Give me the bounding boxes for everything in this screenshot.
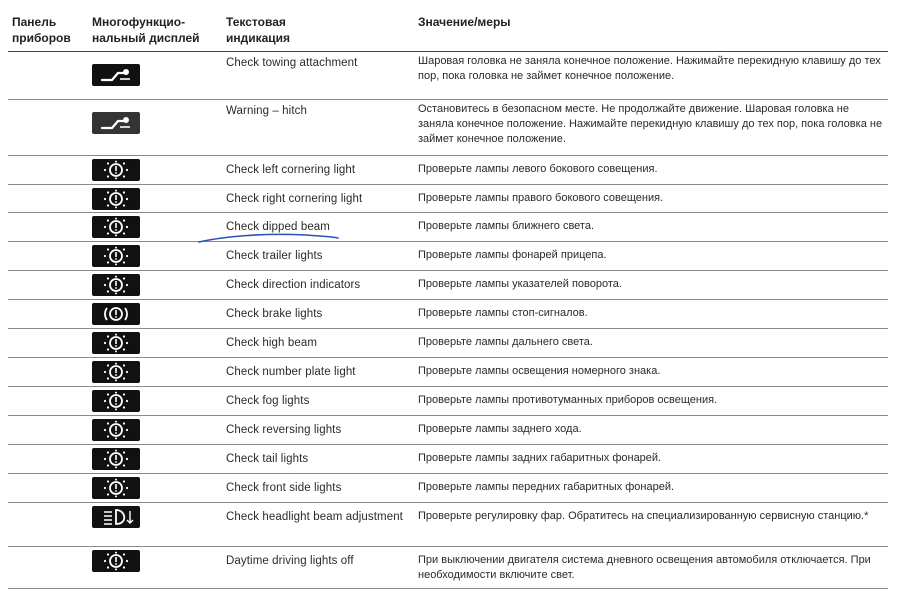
description-text: Проверьте лампы дальнего света. bbox=[418, 336, 593, 348]
bulb-warning-icon bbox=[92, 390, 140, 412]
description-text: Проверьте лампы задних габаритных фонарей. bbox=[418, 452, 662, 464]
bulb-warning-icon bbox=[92, 448, 140, 470]
table-row bbox=[0, 100, 913, 156]
table-row bbox=[0, 271, 913, 300]
description-text: Проверьте лампы заднего хода. bbox=[418, 423, 582, 435]
message-text: Check brake lights bbox=[226, 308, 323, 320]
table-row bbox=[0, 213, 913, 242]
description-text: Проверьте лампы указателей поворота. bbox=[418, 278, 622, 290]
bulb-warning-icon bbox=[92, 419, 140, 441]
message-text: Check front side lights bbox=[226, 482, 342, 494]
message-text: Check dipped beam bbox=[226, 221, 330, 233]
pen-underline-mark bbox=[196, 226, 346, 246]
description-text: Проверьте лампы фонарей прицепа. bbox=[418, 249, 607, 261]
table-row bbox=[0, 503, 913, 547]
description-text: Проверьте лампы противотуманных приборов освещения. bbox=[418, 394, 718, 406]
bulb-warning-icon bbox=[92, 550, 140, 572]
message-text: Check headlight beam adjustment bbox=[226, 511, 403, 523]
table-row bbox=[0, 329, 913, 358]
table-row bbox=[0, 300, 913, 329]
table-row bbox=[0, 52, 913, 100]
bulb-warning-icon bbox=[92, 477, 140, 499]
message-text: Check tail lights bbox=[226, 453, 309, 465]
table-header bbox=[0, 0, 913, 50]
description-text: Проверьте лампы стоп-сигналов. bbox=[418, 307, 588, 319]
table-row bbox=[0, 185, 913, 213]
description-text: Проверьте лампы ближнего света. bbox=[418, 220, 594, 232]
table-row bbox=[0, 358, 913, 387]
description-text: Остановитесь в безопасном месте. Не продолжайте движение. Шаровая головка не заняла конечное положение. Нажимайте перекидную клавишу до тех пор, пока головка не займет конечное положение. bbox=[418, 103, 883, 145]
message-text: Check left cornering light bbox=[226, 164, 356, 176]
header-text-indication: Текстовая индикация bbox=[226, 15, 291, 45]
headlight-range-icon bbox=[92, 506, 140, 528]
row-divider bbox=[8, 588, 888, 589]
message-text: Daytime driving lights off bbox=[226, 555, 354, 567]
bulb-warning-icon bbox=[92, 245, 140, 267]
table-row bbox=[0, 156, 913, 185]
table-row bbox=[0, 242, 913, 271]
brake-warning-icon bbox=[92, 303, 140, 325]
description-text: Проверьте регулировку фар. Обратитесь на специализированную сервисную станцию.* bbox=[418, 510, 869, 522]
bulb-warning-icon bbox=[92, 216, 140, 238]
description-text: Шаровая головка не заняла конечное положение. Нажимайте перекидную клавишу до тех пор, пока головка не займет конечное положение. bbox=[418, 55, 881, 82]
header-instrument-panel: Панель приборов bbox=[12, 15, 71, 45]
bulb-warning-icon bbox=[92, 332, 140, 354]
message-text: Check number plate light bbox=[226, 366, 356, 378]
message-text: Check towing attachment bbox=[226, 57, 358, 69]
bulb-warning-icon bbox=[92, 188, 140, 210]
message-text: Check trailer lights bbox=[226, 250, 323, 262]
bulb-warning-icon bbox=[92, 361, 140, 383]
message-text: Check fog lights bbox=[226, 395, 310, 407]
table-row bbox=[0, 387, 913, 416]
towing-attachment-icon bbox=[92, 64, 140, 86]
message-text: Check direction indicators bbox=[226, 279, 361, 291]
description-text: Проверьте лампы передних габаритных фонарей. bbox=[418, 481, 675, 493]
message-text: Check right cornering light bbox=[226, 193, 363, 205]
message-text: Check high beam bbox=[226, 337, 317, 349]
table-row bbox=[0, 547, 913, 589]
table-row bbox=[0, 474, 913, 503]
hitch-warning-icon bbox=[92, 112, 140, 134]
description-text: Проверьте лампы освещения номерного знака. bbox=[418, 365, 661, 377]
description-text: Проверьте лампы левого бокового совещения. bbox=[418, 163, 658, 175]
message-text: Check reversing lights bbox=[226, 424, 342, 436]
table-row bbox=[0, 445, 913, 474]
message-text: Warning – hitch bbox=[226, 105, 307, 117]
table-row bbox=[0, 416, 913, 445]
header-meaning-actions: Значение/меры bbox=[418, 15, 511, 29]
description-text: Проверьте лампы правого бокового совещения. bbox=[418, 192, 664, 204]
bulb-warning-icon bbox=[92, 159, 140, 181]
description-text: При выключении двигателя система дневного освещения автомобиля отключается. При необходимости включите свет. bbox=[418, 554, 871, 581]
header-multifunction-display: Многофункцио- нальный дисплей bbox=[92, 15, 200, 45]
bulb-warning-icon bbox=[92, 274, 140, 296]
